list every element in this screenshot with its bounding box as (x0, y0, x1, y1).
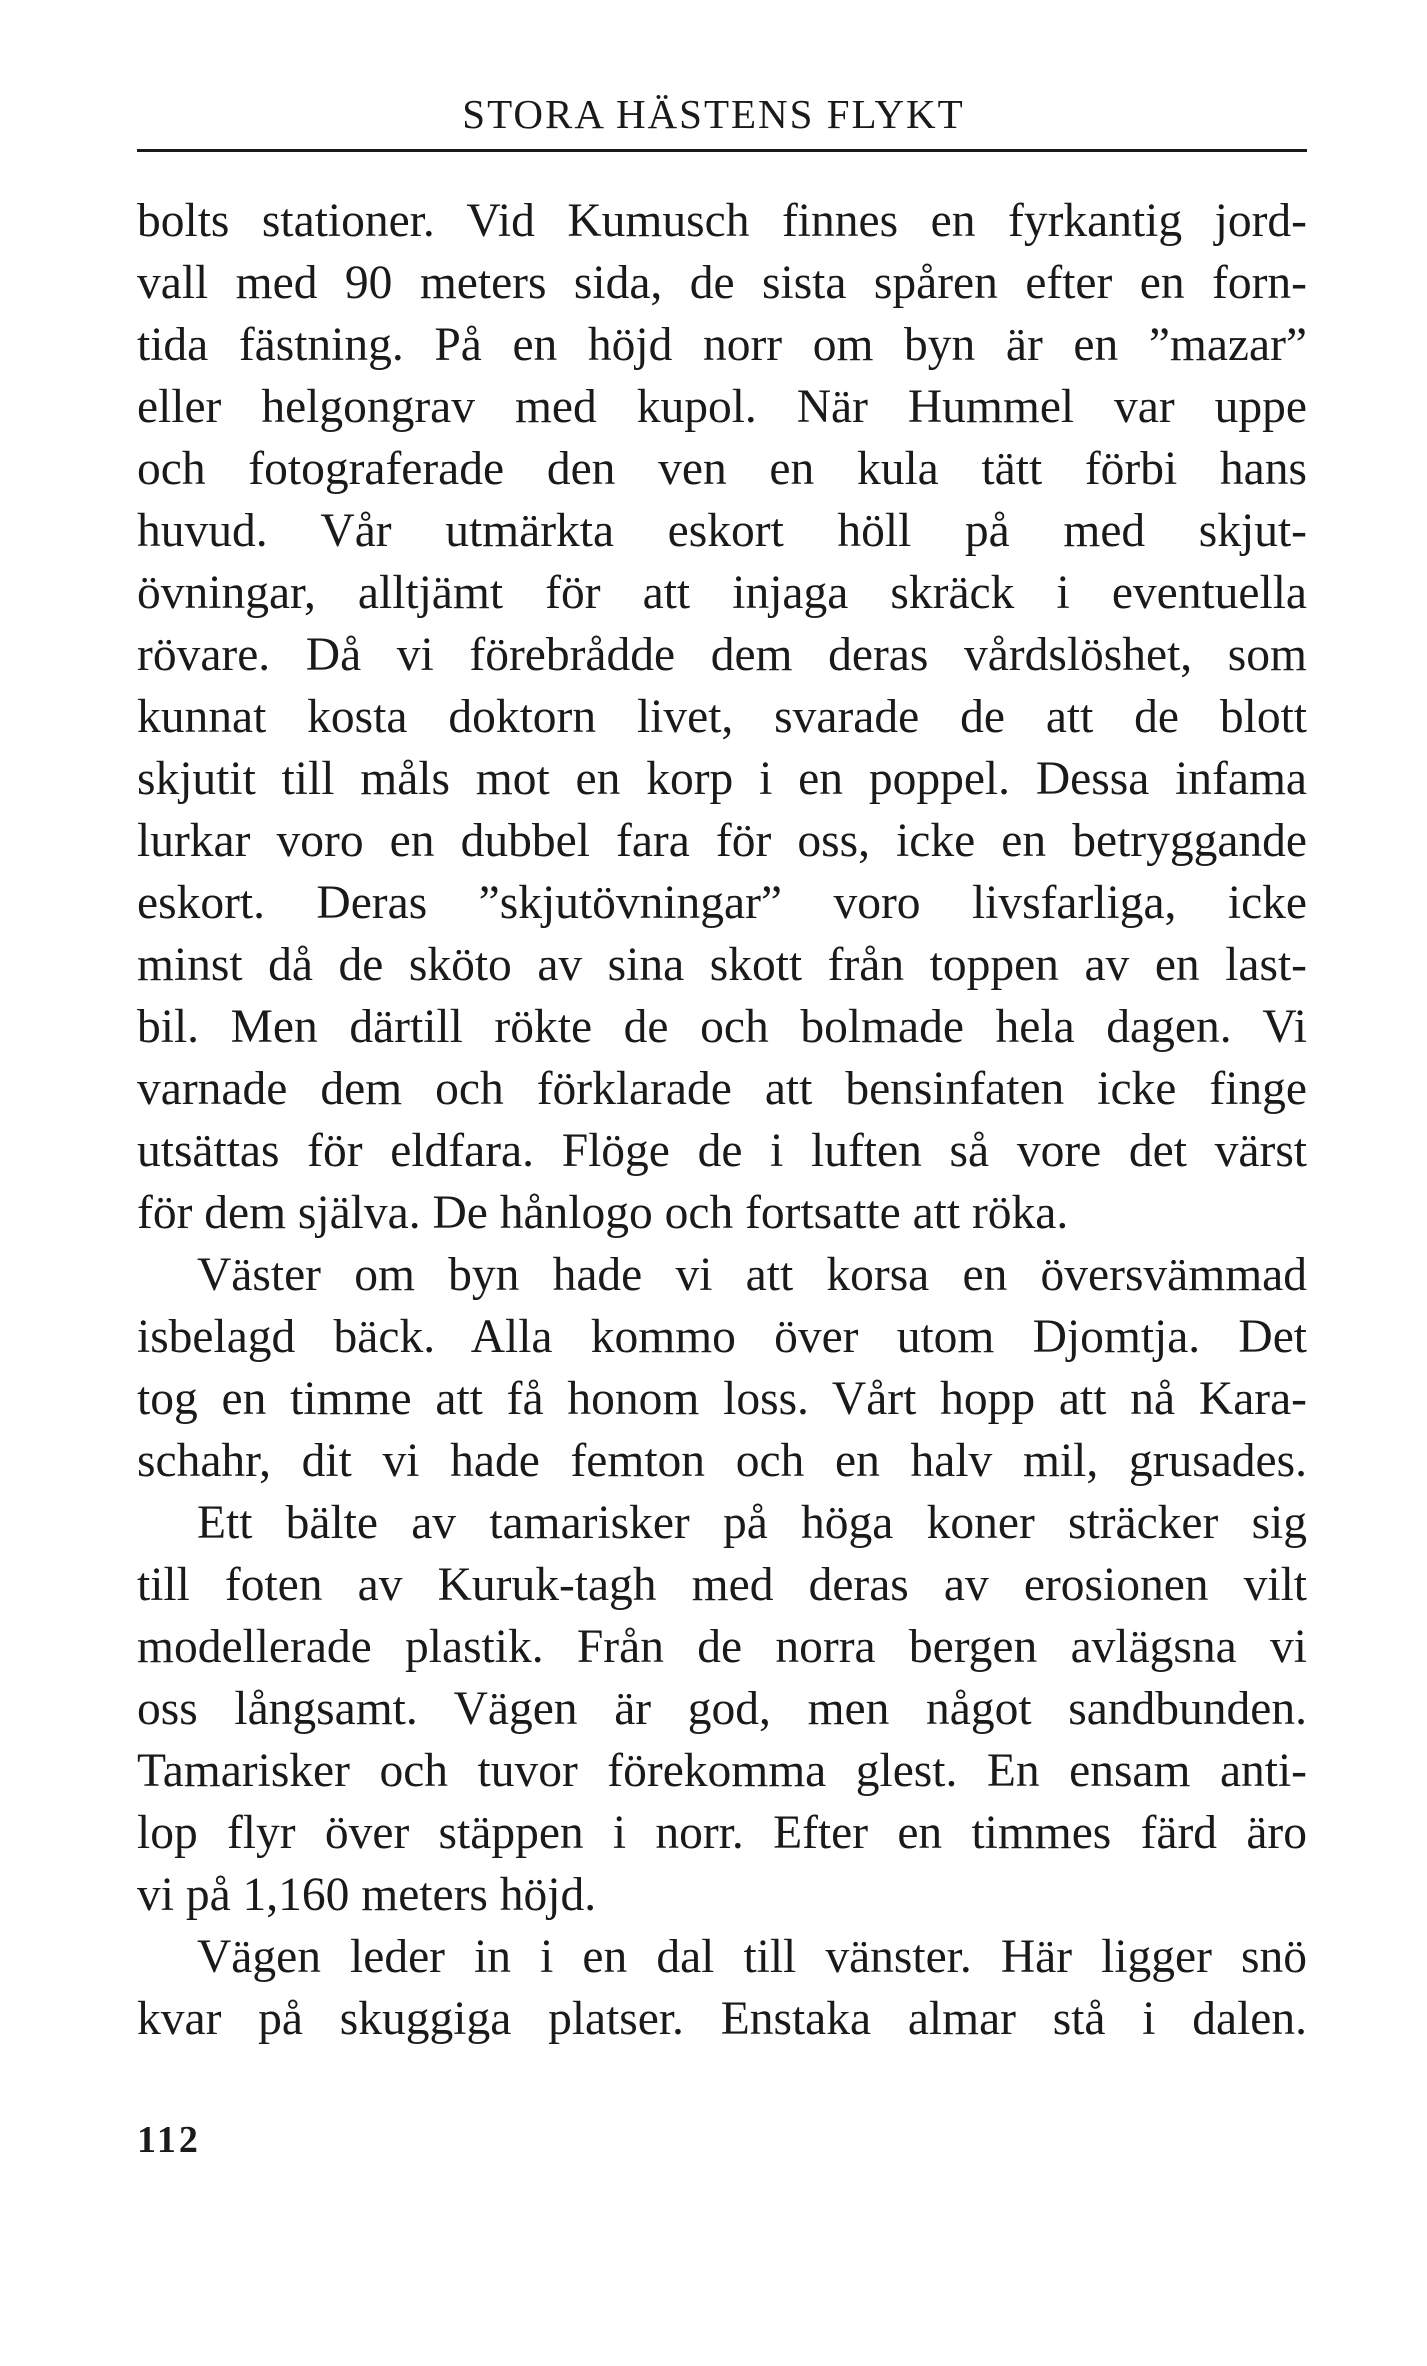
text-line: huvud. Vår utmärkta eskort höll på med skjut- (137, 505, 1307, 557)
text-line: bil. Men därtill rökte de och bolmade hela dagen. Vi (137, 1001, 1307, 1053)
text-line: Ett bälte av tamarisker på höga koner sträcker sig (197, 1497, 1307, 1549)
text-line: vall med 90 meters sida, de sista spåren efter en forn- (137, 257, 1307, 309)
header-rule (137, 149, 1307, 152)
text-line: Tamarisker och tuvor förekomma glest. En ensam anti- (137, 1745, 1307, 1797)
text-line: till foten av Kuruk-tagh med deras av erosionen vilt (137, 1559, 1307, 1611)
text-line: lop flyr över stäppen i norr. Efter en timmes färd äro (137, 1807, 1307, 1859)
paragraph (137, 1244, 1307, 1492)
text-line: oss långsamt. Vägen är god, men något sandbunden. (137, 1683, 1307, 1735)
text-line: modellerade plastik. Från de norra bergen avlägsna vi (137, 1621, 1307, 1673)
page-number: 112 (137, 2119, 201, 2161)
text-line: vi på 1,160 meters höjd. (137, 1869, 597, 1921)
body-text (137, 190, 1307, 2050)
text-line: Vägen leder in i en dal till vänster. Här ligger snö (197, 1931, 1307, 1983)
text-line: övningar, alltjämt för att injaga skräck i eventuella (137, 567, 1307, 619)
text-line: tog en timme att få honom loss. Vårt hopp att nå Kara- (137, 1373, 1307, 1425)
text-line: och fotograferade den ven en kula tätt förbi hans (137, 443, 1307, 495)
text-line: rövare. Då vi förebrådde dem deras vårdslöshet, som (137, 629, 1307, 681)
text-line: Väster om byn hade vi att korsa en översvämmad (197, 1249, 1307, 1301)
text-line: varnade dem och förklarade att bensinfaten icke finge (137, 1063, 1307, 1115)
text-line: utsättas för eldfara. Flöge de i luften så vore det värst (137, 1125, 1307, 1177)
text-line: eskort. Deras ”skjutövningar” voro livsfarliga, icke (137, 877, 1307, 929)
text-line: isbelagd bäck. Alla kommo över utom Djomtja. Det (137, 1311, 1307, 1363)
text-line: kvar på skuggiga platser. Enstaka almar stå i dalen. (137, 1993, 1307, 2045)
text-line: tida fästning. På en höjd norr om byn är en ”mazar” (137, 319, 1307, 371)
text-line: för dem själva. De hånlogo och fortsatte att röka. (137, 1187, 1069, 1239)
paragraph (137, 1492, 1307, 1926)
paragraph (137, 1926, 1307, 2050)
text-line: schahr, dit vi hade femton och en halv mil, grusades. (137, 1435, 1307, 1487)
running-head: STORA HÄSTENS FLYKT (462, 91, 965, 137)
text-line: eller helgongrav med kupol. När Hummel var uppe (137, 381, 1307, 433)
text-line: skjutit till måls mot en korp i en poppel. Dessa infama (137, 753, 1307, 805)
text-line: bolts stationer. Vid Kumusch finnes en fyrkantig jord- (137, 195, 1307, 247)
text-line: lurkar voro en dubbel fara för oss, icke en betryggande (137, 815, 1307, 867)
paragraph (137, 190, 1307, 1244)
text-line: kunnat kosta doktorn livet, svarade de att de blott (137, 691, 1307, 743)
text-line: minst då de sköto av sina skott från toppen av en last- (137, 939, 1307, 991)
